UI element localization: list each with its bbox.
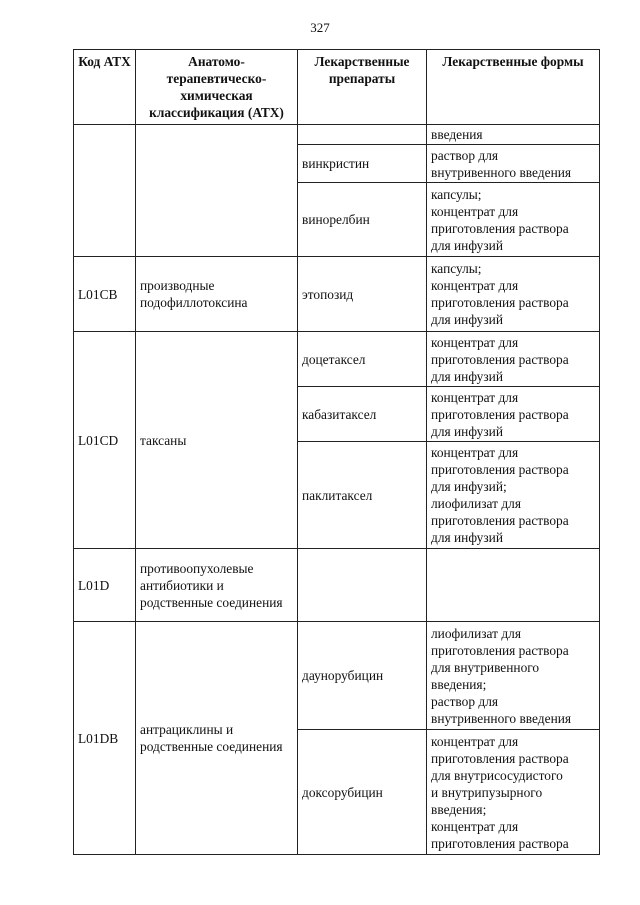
form-cell: концентрат для приготовления раствора для внутрисосудистого и внутрипузырного введения; концентрат для приготовления раствора: [427, 730, 600, 855]
drug-cell: доксорубицин: [298, 730, 427, 855]
drug-cell: паклитаксел: [298, 442, 427, 549]
form-cell: концентрат для приготовления раствора для инфузий; лиофилизат для приготовления раствора для инфузий: [427, 442, 600, 549]
drug-cell: даунорубицин: [298, 622, 427, 730]
table-row: [74, 332, 600, 387]
page-number: 327: [310, 20, 330, 35]
form-cell: концентрат для приготовления раствора для инфузий: [427, 387, 600, 442]
table-row: [74, 257, 600, 332]
drug-cell: доцетаксел: [298, 332, 427, 387]
classification-cell: производные подофиллотоксина: [136, 257, 298, 332]
classification-cell: таксаны: [136, 332, 298, 549]
form-cell: раствор для внутривенного введения: [427, 145, 600, 183]
header-forms: Лекарственные формы: [427, 50, 600, 125]
form-cell: лиофилизат для приготовления раствора для внутривенного введения; раствор для внутривенного введения: [427, 622, 600, 730]
drug-cell-empty: [298, 125, 427, 145]
code-cell: L01DB: [74, 622, 136, 855]
form-cell: введения: [427, 125, 600, 145]
table-row: [74, 622, 600, 730]
atc-drug-table: [73, 49, 600, 855]
classification-cell-empty: [136, 125, 298, 257]
drug-cell: этопозид: [298, 257, 427, 332]
drug-cell-empty: [298, 549, 427, 622]
form-cell-empty: [427, 549, 600, 622]
code-cell: L01CD: [74, 332, 136, 549]
classification-cell: противоопухолевые антибиотики и родственные соединения: [136, 549, 298, 622]
header-code: Код АТХ: [74, 50, 136, 125]
form-cell: капсулы; концентрат для приготовления раствора для инфузий: [427, 183, 600, 257]
drug-cell: кабазитаксел: [298, 387, 427, 442]
drug-cell: винорелбин: [298, 183, 427, 257]
table-row: [74, 125, 600, 145]
code-cell: L01D: [74, 549, 136, 622]
table-header-row: [74, 50, 600, 125]
classification-cell: антрациклины и родственные соединения: [136, 622, 298, 855]
code-cell-empty: [74, 125, 136, 257]
table-row: [74, 549, 600, 622]
drug-cell: винкристин: [298, 145, 427, 183]
header-drugs: Лекарственные препараты: [298, 50, 427, 125]
form-cell: концентрат для приготовления раствора для инфузий: [427, 332, 600, 387]
code-cell: L01CB: [74, 257, 136, 332]
header-classification: Анатомо-терапевтическо-химическая классификация (АТХ): [136, 50, 298, 125]
form-cell: капсулы; концентрат для приготовления раствора для инфузий: [427, 257, 600, 332]
